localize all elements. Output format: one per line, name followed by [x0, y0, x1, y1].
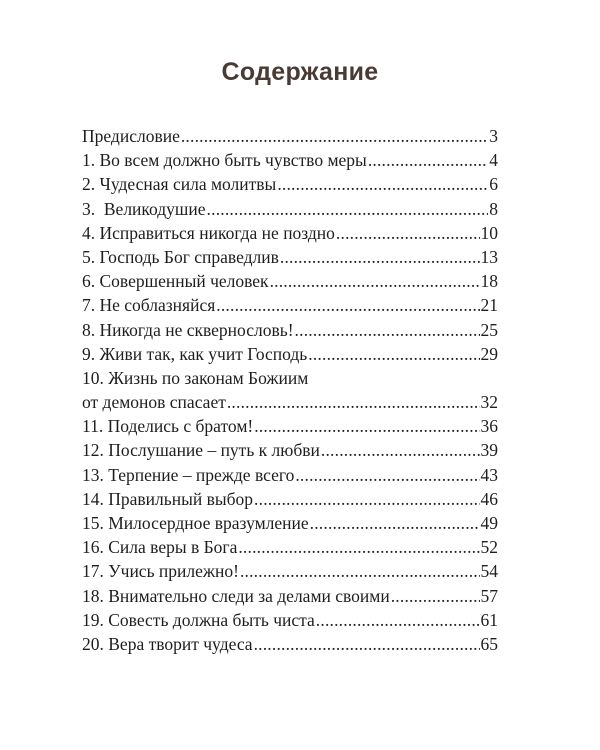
toc-entry-page: 21: [480, 295, 498, 316]
toc-entry-page: 3: [489, 126, 498, 146]
toc-entry-label: 2. Чудесная сила молитвы: [82, 174, 277, 195]
toc-entry-label: 11. Поделись с братом!: [82, 416, 254, 437]
toc-entry: [82, 559, 498, 583]
toc-entry-label: 10. Жизнь по законам Божиим: [82, 367, 309, 388]
toc-entry: [82, 632, 498, 656]
toc-entry-page: 54: [480, 561, 498, 582]
toc-entry-page: 36: [480, 416, 498, 437]
toc-entry-page: 8: [489, 198, 498, 219]
toc-entry-label: 14. Правильный выбор: [82, 488, 254, 509]
table-of-contents: [82, 124, 498, 656]
toc-entry-label: 5. Господь Бог справедлив: [82, 246, 279, 267]
dot-leader: [308, 342, 479, 366]
toc-entry: [82, 535, 498, 559]
toc-entry: [82, 293, 498, 317]
dot-leader: [270, 269, 480, 293]
dot-leader: [238, 535, 479, 559]
toc-entry-label: 3. Великодушие: [82, 198, 206, 219]
toc-entry-page: 52: [480, 537, 498, 558]
dot-leader: [316, 608, 480, 632]
toc-entry: [82, 438, 498, 462]
toc-entry: [82, 245, 498, 269]
toc-entry-page: 25: [480, 319, 498, 340]
dot-leader: [391, 584, 480, 608]
toc-entry: [82, 342, 498, 366]
toc-entry-page: 32: [480, 392, 498, 413]
toc-entry-page: 13: [480, 246, 498, 267]
toc-entry-label: 15. Милосердное вразумление: [82, 513, 309, 533]
dot-leader: [321, 438, 480, 462]
dot-leader: [207, 197, 489, 221]
toc-entry-label: 1. Во всем должно быть чувство меры: [82, 150, 367, 171]
toc-entry-label: Предисловие: [82, 126, 180, 146]
toc-entry: [82, 463, 498, 487]
toc-entry: [82, 221, 498, 245]
toc-entry-page: 46: [480, 488, 498, 509]
toc-entry-page: 10: [480, 222, 498, 243]
toc-entry-page: 43: [480, 464, 498, 485]
toc-entry: [82, 608, 498, 632]
toc-entry-label: 13. Терпение – прежде всего: [82, 464, 295, 485]
dot-leader: [295, 463, 479, 487]
toc-entry-page: 39: [480, 440, 498, 461]
toc-entry: [82, 511, 498, 535]
toc-entry-label: 4. Исправиться никогда не поздно: [82, 222, 335, 243]
toc-entry: [82, 172, 498, 196]
toc-entry-label: 19. Совесть должна быть чиста: [82, 609, 315, 630]
toc-entry: [82, 584, 498, 608]
toc-entry-page: 4: [489, 150, 498, 171]
dot-leader: [295, 318, 480, 342]
dot-leader: [336, 221, 480, 245]
toc-entry-label: 16. Сила веры в Бога: [82, 537, 238, 558]
toc-entry-page: 6: [489, 174, 498, 195]
dot-leader: [277, 172, 488, 196]
dot-leader: [227, 390, 480, 414]
toc-entry-label: 7. Не соблазняйся: [82, 295, 216, 316]
toc-entry-label: 9. Живи так, как учит Господь: [82, 343, 308, 364]
dot-leader: [181, 124, 488, 148]
toc-entry: [82, 148, 498, 172]
toc-entry-page: 61: [480, 609, 498, 630]
toc-entry-label: 8. Никогда не сквернословь!: [82, 319, 294, 340]
dot-leader: [310, 511, 480, 535]
toc-entry: [82, 124, 498, 148]
dot-leader: [368, 148, 488, 172]
toc-entry-page: 57: [480, 585, 498, 606]
dot-leader: [254, 414, 479, 438]
toc-entry: [82, 390, 498, 414]
toc-entry: [82, 318, 498, 342]
toc-entry: [82, 269, 498, 293]
dot-leader: [254, 487, 479, 511]
toc-entry-label: 6. Совершенный человек: [82, 271, 269, 292]
toc-entry-first-line: [82, 366, 498, 390]
toc-entry-label: 18. Внимательно следи за делами своими: [82, 585, 390, 606]
toc-entry-label: 17. Учись прилежно!: [82, 561, 239, 582]
dot-leader: [280, 245, 480, 269]
page-title: Содержание: [221, 58, 379, 86]
dot-leader: [254, 632, 480, 656]
toc-entry: [82, 197, 498, 221]
toc-entry-page: 29: [480, 343, 498, 364]
toc-entry-page: 18: [480, 271, 498, 292]
toc-entry-label: 20. Вера творит чудеса: [82, 633, 253, 654]
dot-leader: [240, 559, 480, 583]
toc-entry-label: от демонов спасает: [82, 392, 226, 413]
dot-leader: [216, 293, 479, 317]
toc-entry-label: 12. Послушание – путь к любви: [82, 440, 320, 461]
toc-entry-page: 65: [480, 633, 498, 654]
toc-entry-page: 49: [480, 513, 498, 533]
toc-entry: [82, 414, 498, 438]
toc-entry: [82, 487, 498, 511]
